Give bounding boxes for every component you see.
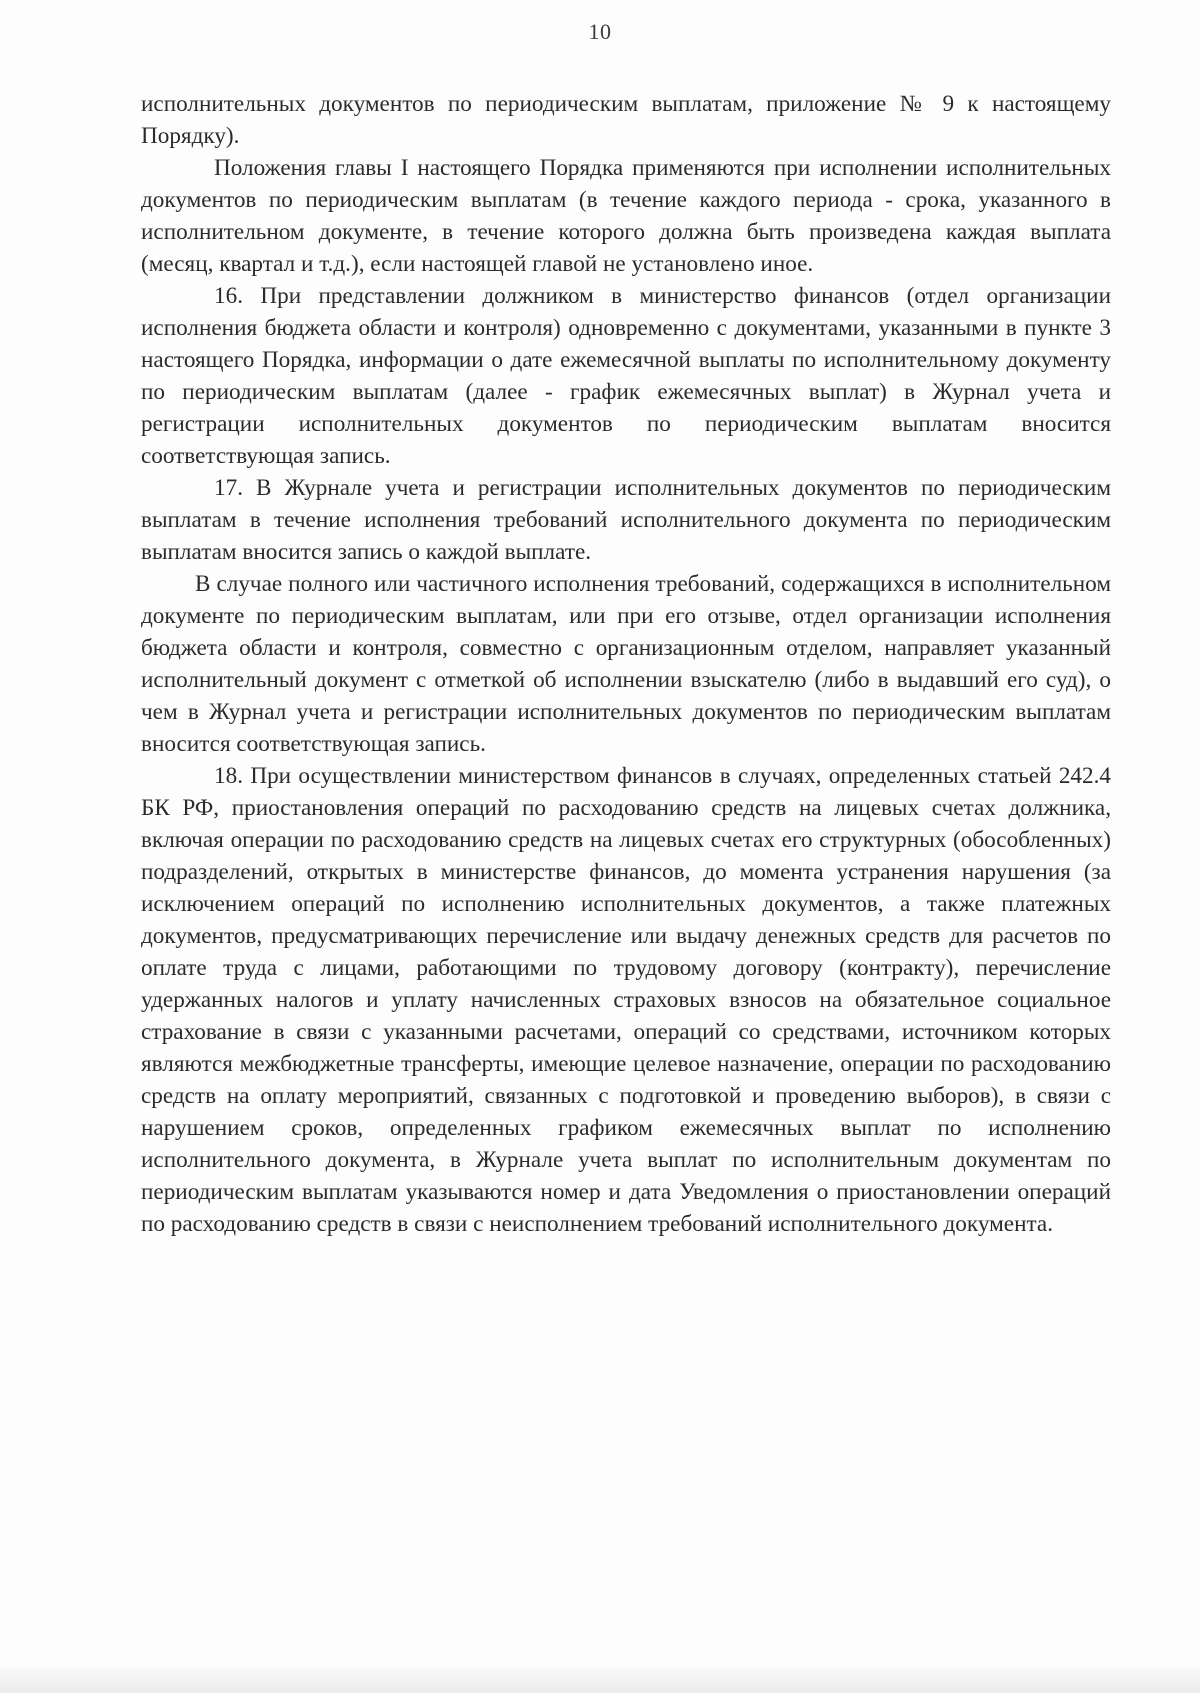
document-body (141, 88, 1111, 1240)
scan-bottom-edge (0, 1667, 1200, 1693)
page-number: 10 (588, 19, 612, 44)
paragraph-chapter-provisions: Положения главы I настоящего Порядка применяются при исполнении исполнительных документов по периодическим выплатам (в течение каждого периода - срока, указанного в исполнительном документе, в течение которого должна быть произведена каждая выплата (месяц, квартал и т.д.), если настоящей главой не установлено иное. (141, 155, 1111, 277)
paragraph-item-17: 17. В Журнале учета и регистрации исполнительных документов по периодическим выплатам в течение исполнения требований исполнительного документа по периодическим выплатам вносится запись о каждой выплате. (141, 475, 1111, 565)
paragraph-full-partial-execution: В случае полного или частичного исполнения требований, содержащихся в исполнительном документе по периодическим выплатам, или при его отзыве, отдел организации исполнения бюджета области и контроля, совместно с организационным отделом, направляет указанный исполнительный документ с отметкой об исполнении взыскателю (либо в выдавший его суд), о чем в Журнал учета и регистрации исполнительных документов по периодическим выплатам вносится соответствующая запись. (141, 571, 1111, 757)
paragraph-item-16: 16. При представлении должником в министерство финансов (отдел организации исполнения бюджета области и контроля) одновременно с документами, указанными в пункте 3 настоящего Порядка, информации о дате ежемесячной выплаты по исполнительному документу по периодическим выплатам (далее - график ежемесячных выплат) в Журнал учета и регистрации исполнительных документов по периодическим выплатам вносится соответствующая запись. (141, 283, 1111, 469)
paragraph-continuation: исполнительных документов по периодическим выплатам, приложение № 9 к настоящему Порядку). (141, 91, 1111, 149)
paragraph-item-18: 18. При осуществлении министерством финансов в случаях, определенных статьей 242.4 БК РФ, приостановления операций по расходованию средств на лицевых счетах должника, включая операции по расходованию средств на лицевых счетах его структурных (обособленных) подразделений, открытых в министерстве финансов, до момента устранения нарушения (за исключением операций по исполнению исполнительных документов, а также платежных документов, предусматривающих перечисление или выдачу денежных средств для расчетов по оплате труда с лицами, работающими по трудовому договору (контракту), перечисление удержанных налогов и уплату начисленных страховых взносов на обязательное социальное страхование в связи с указанными расчетами, операций со средствами, источником которых являются межбюджетные трансферты, имеющие целевое назначение, операции по расходованию средств на оплату мероприятий, связанных с подготовкой и проведению выборов), в связи с нарушением сроков, определенных графиком ежемесячных выплат по исполнению исполнительного документа, в Журнале учета выплат по исполнительным документам по периодическим выплатам указываются номер и дата Уведомления о приостановлении операций по расходованию средств в связи с неисполнением требований исполнительного документа. (141, 763, 1111, 1237)
